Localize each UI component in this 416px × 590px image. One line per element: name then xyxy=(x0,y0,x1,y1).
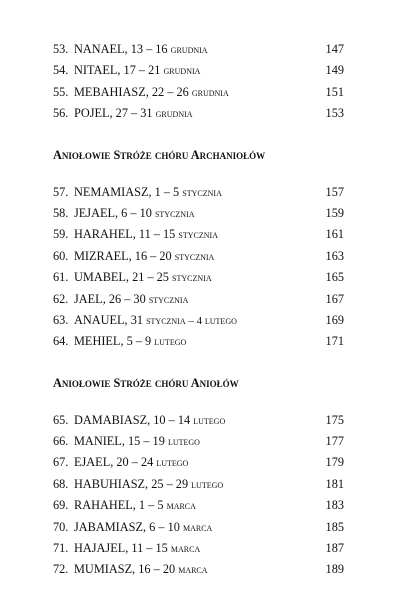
entry-title xyxy=(74,224,320,246)
toc-entry xyxy=(53,474,344,495)
entry-number: 53. xyxy=(53,42,69,56)
entry-page: 159 xyxy=(325,205,344,220)
entry-name: NANAEL, 13 – 16 xyxy=(74,42,168,56)
entry-name: EJAEL, 20 – 24 xyxy=(74,455,154,470)
entry-number: 72. xyxy=(53,562,69,577)
entry-name: HAJAJEL, 11 – 15 xyxy=(74,541,168,556)
toc-section xyxy=(53,39,344,125)
entry-month: lutego xyxy=(193,414,226,427)
entry-number: 60. xyxy=(53,248,69,263)
entry-month: lutego xyxy=(154,336,187,349)
entry-page: 185 xyxy=(325,519,344,534)
entry-name: HARAHEL, 11 – 15 xyxy=(74,227,176,242)
entry-page: 187 xyxy=(325,541,344,556)
entry-month: marca xyxy=(166,500,196,513)
entry-name: DAMABIASZ, 10 – 14 xyxy=(74,412,191,427)
entry-number: 64. xyxy=(53,334,69,349)
entry-page: 189 xyxy=(325,562,344,577)
entry-name: RAHAHEL, 1 – 5 xyxy=(74,498,164,513)
entry-name: NITAEL, 17 – 21 xyxy=(74,63,161,78)
entry-page: 149 xyxy=(325,63,344,78)
entry-title xyxy=(74,517,320,539)
entry-name: JAEL, 26 – 30 xyxy=(74,291,146,306)
entry-page: 167 xyxy=(325,291,344,306)
entry-title xyxy=(74,452,320,474)
entry-title xyxy=(74,331,320,353)
entry-name: JABAMIASZ, 6 – 10 xyxy=(74,519,180,534)
entry-number: 62. xyxy=(53,291,69,306)
table-of-contents xyxy=(53,39,344,581)
entry-page: 177 xyxy=(325,434,344,449)
entry-month: grudnia xyxy=(170,44,208,56)
entry-month: lutego xyxy=(191,478,224,491)
entry-number: 56. xyxy=(53,106,69,121)
entry-number: 59. xyxy=(53,227,69,242)
entry-title xyxy=(74,310,320,332)
entry-number: 57. xyxy=(53,184,69,199)
entry-month: stycznia xyxy=(182,186,222,199)
entry-name: HABUHIASZ, 25 – 29 xyxy=(74,476,189,491)
entry-name: JEJAEL, 6 – 10 xyxy=(74,205,152,220)
entry-title xyxy=(74,538,320,560)
section-heading: Aniołowie Stróże chóru Aniołów xyxy=(53,375,239,390)
entry-page: 179 xyxy=(325,455,344,470)
toc-entry xyxy=(53,224,344,245)
entry-name: MIZRAEL, 16 – 20 xyxy=(74,248,172,263)
toc-entry xyxy=(53,60,344,81)
entry-title xyxy=(74,182,320,204)
toc-entry xyxy=(53,538,344,559)
entry-number: 70. xyxy=(53,519,69,534)
entry-title xyxy=(74,103,320,125)
entry-page: 147 xyxy=(325,42,344,56)
toc-entry xyxy=(53,517,344,538)
entry-number: 58. xyxy=(53,205,69,220)
entry-month: grudnia xyxy=(163,65,201,78)
entry-page: 165 xyxy=(325,270,344,285)
toc-entry xyxy=(53,182,344,203)
entry-number: 61. xyxy=(53,270,69,285)
toc-entry xyxy=(53,495,344,516)
toc-entry xyxy=(53,410,344,431)
toc-entry xyxy=(53,267,344,288)
toc-entry xyxy=(53,452,344,473)
entry-name: MEBAHIASZ, 22 – 26 xyxy=(74,84,189,99)
toc-entry xyxy=(53,246,344,267)
entry-title xyxy=(74,495,320,517)
entry-page: 171 xyxy=(325,334,344,349)
entry-title xyxy=(74,246,320,268)
entry-month: marca xyxy=(170,543,201,556)
entry-name: POJEL, 27 – 31 xyxy=(74,106,153,121)
entry-page: 157 xyxy=(325,184,344,199)
entry-month: marca xyxy=(178,564,208,577)
entry-page: 181 xyxy=(325,476,344,491)
entry-page: 161 xyxy=(325,227,344,242)
entry-name: NEMAMIASZ, 1 – 5 xyxy=(74,184,180,199)
entry-title xyxy=(74,289,320,311)
entry-page: 169 xyxy=(325,312,344,327)
entry-number: 63. xyxy=(53,312,69,327)
toc-entry xyxy=(53,103,344,124)
entry-month: stycznia xyxy=(178,229,218,242)
entry-number: 66. xyxy=(53,434,69,449)
entry-number: 65. xyxy=(53,412,69,427)
toc-entry xyxy=(53,431,344,452)
toc-section xyxy=(53,373,344,581)
entry-title xyxy=(74,410,320,432)
entry-number: 55. xyxy=(53,84,69,99)
entry-name: MEHIEL, 5 – 9 xyxy=(74,334,152,349)
entry-number: 69. xyxy=(53,498,69,513)
entry-number: 71. xyxy=(53,541,69,556)
entry-month: lutego xyxy=(167,436,200,449)
entry-page: 153 xyxy=(325,106,344,121)
entry-title xyxy=(74,60,320,82)
entry-name: UMABEL, 21 – 25 xyxy=(74,270,169,285)
entry-page: 183 xyxy=(325,498,344,513)
entry-month: lutego xyxy=(156,457,189,470)
entry-number: 54. xyxy=(53,63,69,78)
toc-entry xyxy=(53,289,344,310)
toc-entry xyxy=(53,310,344,331)
entry-name: MUMIASZ, 16 – 20 xyxy=(74,562,176,577)
entry-page: 151 xyxy=(325,84,344,99)
entry-page: 175 xyxy=(325,412,344,427)
entry-page: 163 xyxy=(325,248,344,263)
entry-title xyxy=(74,39,320,61)
toc-entry xyxy=(53,331,344,352)
toc-entry xyxy=(53,559,344,580)
entry-title xyxy=(74,431,320,453)
toc-section xyxy=(53,145,344,353)
entry-name: MANIEL, 15 – 19 xyxy=(74,434,165,449)
entry-month: stycznia – 4 lutego xyxy=(146,314,237,327)
entry-month: stycznia xyxy=(154,207,195,220)
entry-month: marca xyxy=(182,521,213,534)
entry-month: grudnia xyxy=(191,86,229,99)
section-heading: Aniołowie Stróże chóru Archaniołów xyxy=(53,147,266,162)
entry-name: ANAUEL, 31 xyxy=(74,312,143,327)
toc-entry xyxy=(53,39,344,60)
entry-title xyxy=(74,559,320,581)
entry-month: stycznia xyxy=(174,250,215,263)
entry-month: grudnia xyxy=(155,108,193,121)
toc-entry xyxy=(53,82,344,103)
entry-number: 68. xyxy=(53,476,69,491)
entry-title xyxy=(74,267,320,289)
entry-month: stycznia xyxy=(172,272,212,285)
entry-title xyxy=(74,82,320,104)
entry-title xyxy=(74,474,320,496)
entry-month: stycznia xyxy=(148,293,189,306)
toc-entry xyxy=(53,203,344,224)
entry-title xyxy=(74,203,320,225)
entry-number: 67. xyxy=(53,455,69,470)
